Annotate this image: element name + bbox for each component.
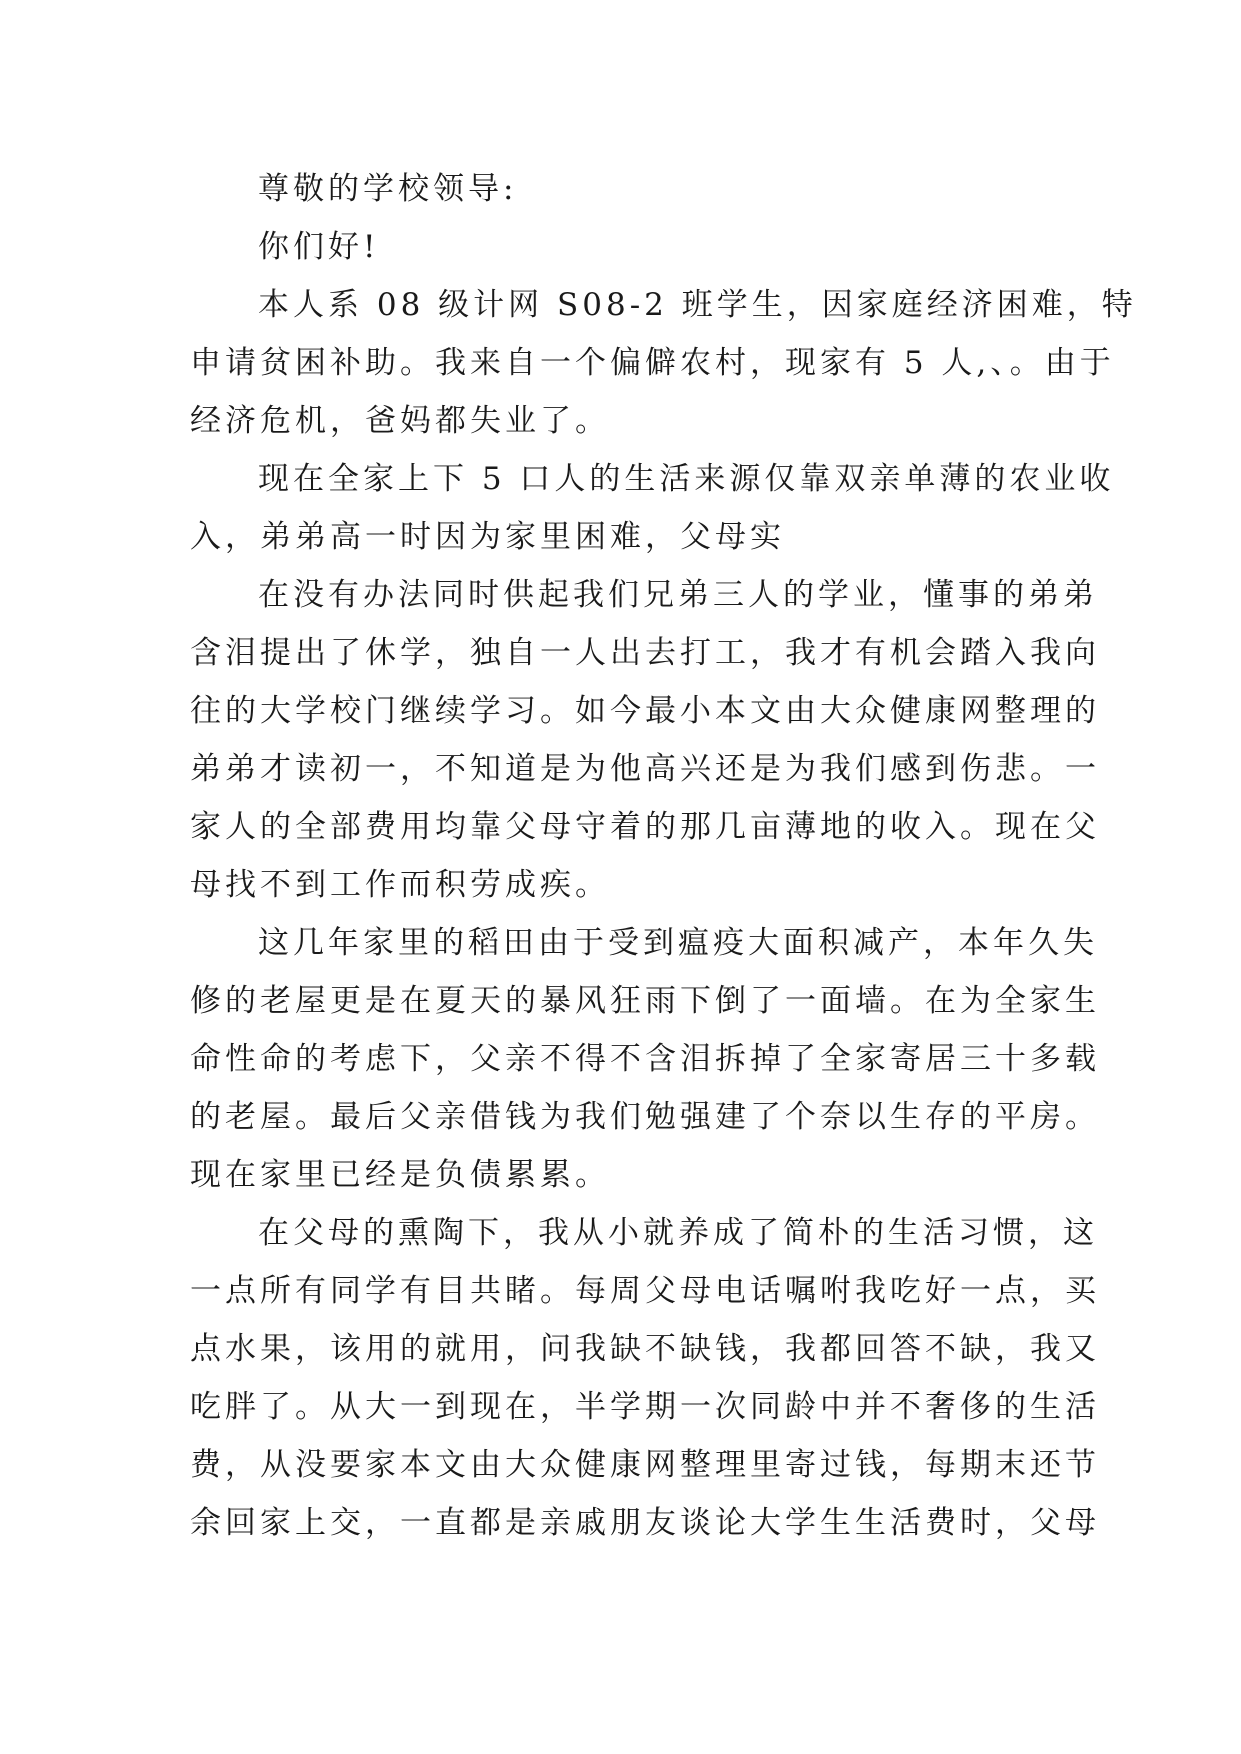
paragraph-line: 入，弟弟高一时因为家里困难，父母实	[190, 519, 785, 555]
paragraph-line: 经济危机，爸妈都失业了。	[190, 403, 610, 439]
paragraph-line: 余回家上交，一直都是亲戚朋友谈论大学生生活费时，父母	[190, 1505, 1100, 1541]
paragraph-line: 费，从没要家本文由大众健康网整理里寄过钱，每期末还节	[190, 1447, 1100, 1483]
paragraph-line: 现在全家上下 5 口人的生活来源仅靠双亲单薄的农业收	[258, 461, 1115, 497]
salutation-line: 你们好!	[258, 229, 380, 265]
paragraph-line: 的老屋。最后父亲借钱为我们勉强建了个奈以生存的平房。	[190, 1099, 1100, 1135]
paragraph-line: 家人的全部费用均靠父母守着的那几亩薄地的收入。现在父	[190, 809, 1100, 845]
paragraph-line: 现在家里已经是负债累累。	[190, 1157, 610, 1193]
paragraph-line: 点水果，该用的就用，问我缺不缺钱，我都回答不缺，我又	[190, 1331, 1100, 1367]
letter-page	[190, 160, 1137, 1552]
paragraph-line: 往的大学校门继续学习。如今最小本文由大众健康网整理的	[190, 693, 1100, 729]
paragraph-line: 修的老屋更是在夏天的暴风狂雨下倒了一面墙。在为全家生	[190, 983, 1100, 1019]
paragraph-line: 本人系 08 级计网 S08-2 班学生，因家庭经济困难，特	[258, 287, 1137, 323]
paragraph-line: 吃胖了。从大一到现在，半学期一次同龄中并不奢侈的生活	[190, 1389, 1100, 1425]
paragraph-line: 命性命的考虑下，父亲不得不含泪拆掉了全家寄居三十多载	[190, 1041, 1100, 1077]
paragraph-line: 这几年家里的稻田由于受到瘟疫大面积减产，本年久失	[258, 925, 1098, 961]
paragraph-line: 含泪提出了休学，独自一人出去打工，我才有机会踏入我向	[190, 635, 1100, 671]
paragraph-line: 母找不到工作而积劳成疾。	[190, 867, 610, 903]
greeting-line: 尊敬的学校领导:	[258, 171, 518, 207]
paragraph-line: 一点所有同学有目共睹。每周父母电话嘱咐我吃好一点，买	[190, 1273, 1100, 1309]
paragraph-line: 申请贫困补助。我来自一个偏僻农村，现家有 5 人,、。由于	[190, 345, 1115, 381]
paragraph-line: 在没有办法同时供起我们兄弟三人的学业，懂事的弟弟	[258, 577, 1098, 613]
paragraph-line: 弟弟才读初一，不知道是为他高兴还是为我们感到伤悲。一	[190, 751, 1100, 787]
paragraph-line: 在父母的熏陶下，我从小就养成了简朴的生活习惯，这	[258, 1215, 1098, 1251]
